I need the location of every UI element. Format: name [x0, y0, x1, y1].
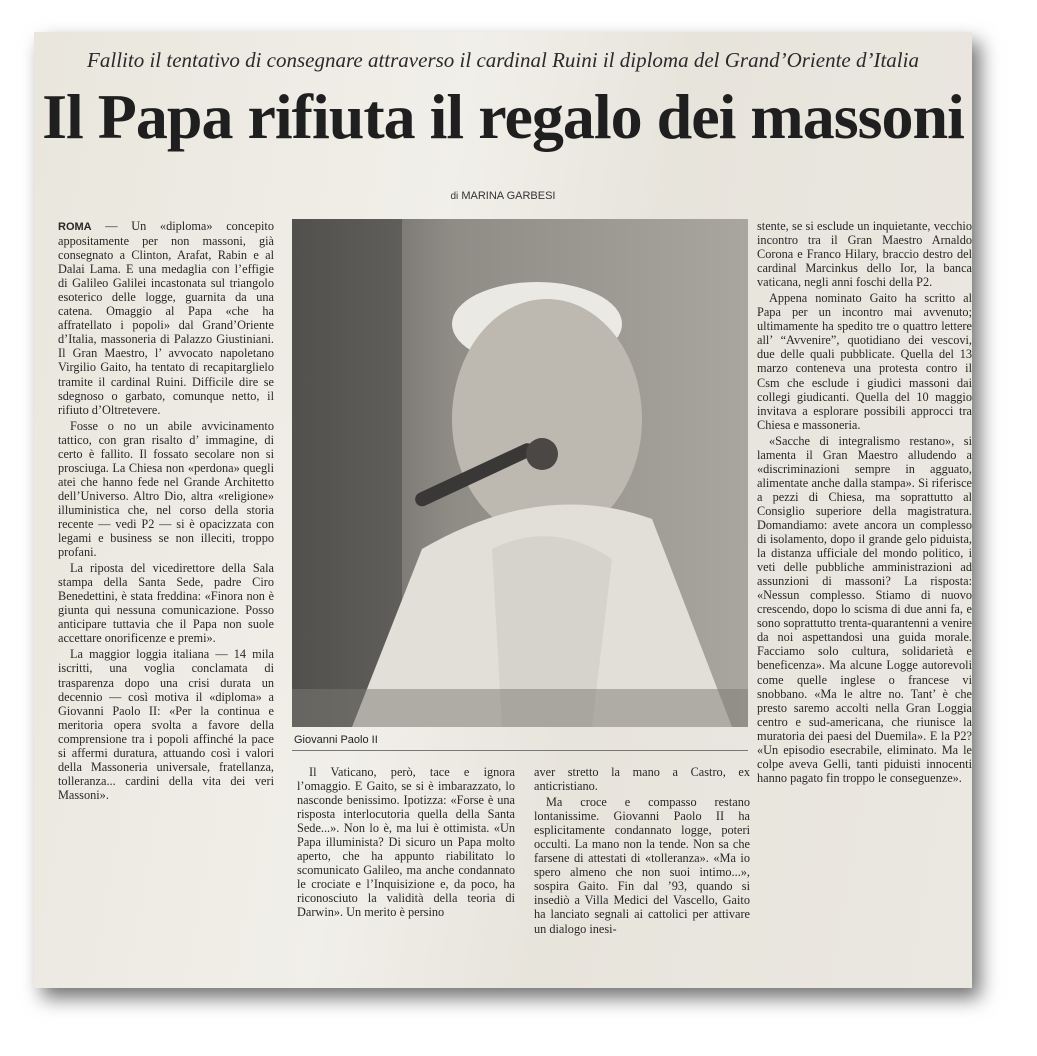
paragraph: «Sacche di integralismo restano», si lamenta il Gran Maestro alludendo a «discriminazioni sempre in agguato, alimentate anche dalla stampa». Si riferisce a pezzi di Chiesa, ma soprattutto al Consiglio superiore della magistratura. Domandiamo: avete ancora un complesso di isolamento, dopo il grande gelo piduista, la distanza ufficiale del mondo politico, i veti delle pubbliche amministrazioni ad assunzioni di massoni? La risposta: «Nessun complesso. Stiamo di nuovo crescendo, dopo lo scisma di due anni fa, e sono soprattutto trenta-quarantenni a venire da noi aspettandosi una guida morale. Facciamo solo cultura, solidarietà e beneficenza». Ma alcune Logge autorevoli come quelle inglese o francese vi snobbano. «Ma le altre no. Tant’ è che presto saremo accolti nella Gran Loggia centro e sud-americana, che riunisce la muratoria dei paesi del Duemila». E la P2? «Un episodio esecrabile, eliminato. Ma le colpe aveva Gelli, tanti piduisti innocenti hanno pagato fin troppo le conseguenze».	[757, 433, 972, 785]
paragraph: Il Vaticano, però, tace e ignora l’omaggio. E Gaito, se si è imbarazzato, lo nasconde benissimo. Ipotizza: «Forse è una risposta interlocutoria quella della Santa Sede...». Non lo è, ma lui è ottimista. «Un Papa illuminista? Di sicuro un Papa molto aperto, che ha appunto riabilitato lo scomunicato Galileo, ma anche condannato le crociate e l’Inquisizione e, da poco, ha riconosciuto la validità della teoria di Darwin». Un merito è persino	[297, 765, 515, 920]
newspaper-clipping	[34, 32, 972, 988]
article-column-3	[534, 765, 750, 975]
paragraph: Fosse o no un abile avvicinamento tattico, con gran risalto d’ immagine, di certo è fallito. Il fossato secolare non si prosciuga. La Chiesa non «perdona» quegli atei che hanno fede nel Grande Architetto dell’Universo. Altro Dio, altra «religione» illuministica che, nel corso della storia recente — vedi P2 — si è opacizzata con legami e business se non illeciti, troppo profani.	[58, 418, 274, 560]
article-column-2	[297, 765, 515, 975]
paragraph: La maggior loggia italiana — 14 mila iscritti, una voglia conclamata di trasparenza dopo una crisi durata un decennio — così motiva il «diploma» a Giovanni Paolo II: «Per la continua e meritoria opera svolta a favore della comprensione tra i popoli affinché la pace si affermi duratura, attuando così i valori della Massoneria universale, fratellanza, tolleranza... cardini della vita dei veri Massoni».	[58, 647, 274, 802]
headline: Il Papa rifiuta il regalo dei massoni	[42, 81, 964, 152]
divider	[292, 750, 748, 751]
article-column-4	[757, 219, 972, 974]
paragraph: Appena nominato Gaito ha scritto al Papa per un incontro mai avvenuto; ultimamente ha spedito tre o quattro lettere all’ “Avvenire”, quotidiano dei vescovi, due delle quali pubblicate. Quella del 13 marzo conteneva una protesta contro il Csm che esclude i giudici massoni dai collegi giudicanti. Quella del 10 maggio invitava a esplorare possibili approcci tra Chiesa e massoneria.	[757, 291, 972, 432]
byline	[34, 190, 972, 202]
dateline: ROMA	[58, 221, 92, 233]
article-column-1	[58, 219, 274, 969]
pope-photo	[292, 219, 748, 727]
byline-prefix: di	[450, 191, 459, 202]
paragraph: aver stretto la mano a Castro, ex anticristiano.	[534, 765, 750, 794]
photo-caption: Giovanni Paolo II	[294, 734, 378, 746]
paragraph: ROMA — Un «diploma» concepito appositamente per non massoni, già consegnato a Clinton, Arafat, Rabin e al Dalai Lama. E una medaglia con l’effigie di Galileo Galilei incastonata sul triangolo esoterico delle logge, guarnita da una catena. Omaggio al Papa «che ha affratellato i popoli» dal Grand’Oriente d’Italia, massoneria di Palazzo Giustiniani. Il Gran Maestro, l’ avvocato napoletano Virgilio Gaito, ha tentato di recapitarglielo tramite il cardinal Ruini. Difficile dire se sdegnoso o garbato, comunque netto, il rifiuto d’Oltretevere.	[58, 219, 274, 417]
paragraph: Ma croce e compasso restano lontanissime. Giovanni Paolo II ha esplicitamente condannato logge, poteri occulti. La mano non la tende. Non sa che farsene di attestati di «tolleranza». «Ma io spero almeno che non suoi intimo...», sospira Gaito. Fin dal ’93, quando si insediò a Villa Medici del Vascello, Gaito ha lanciato segnali ai cattolici per attivare un dialogo inesi-	[534, 795, 750, 936]
byline-author: MARINA GARBESI	[461, 190, 556, 202]
kicker: Fallito il tentativo di consegnare attraverso il cardinal Ruini il diploma del Grand’Oriente d’Italia	[87, 48, 919, 72]
paragraph: La riposta del vicedirettore della Sala stampa della Santa Sede, padre Ciro Benedettini, è stata freddina: «Finora non è giunta qui nessuna comunicazione. Posso anticipare tuttavia che il Papa non suole accettare onorificenze e premi».	[58, 561, 274, 646]
pope-photo-image	[292, 219, 748, 727]
paragraph: stente, se si esclude un inquietante, vecchio incontro tra il Gran Maestro Arnaldo Corona e Franco Hilary, braccio destro del cardinal Marcinkus dello Ior, la banca vaticana, negli anni foschi della P2.	[757, 219, 972, 290]
